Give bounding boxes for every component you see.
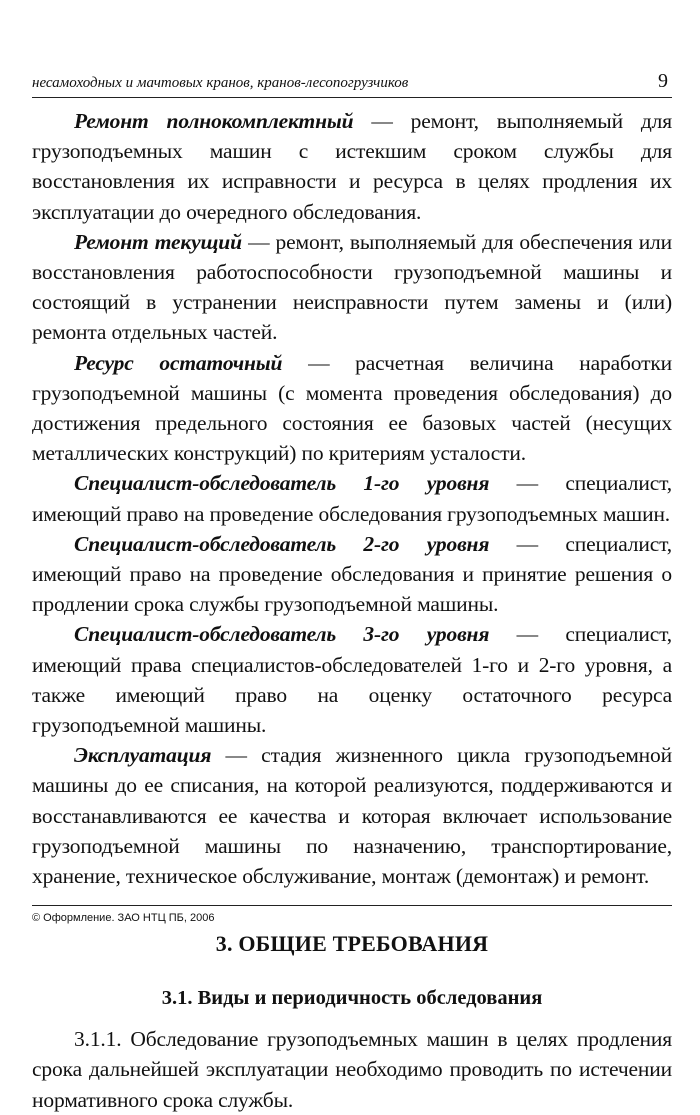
section-heading: 3. ОБЩИЕ ТРЕБОВАНИЯ: [215, 931, 489, 957]
definition-item: [32, 529, 672, 620]
paragraph-3-1-1: 3.1.1. Обследование грузоподъемных машин в целях продления срока дальнейшей эксплуатации необходимо проводить по истечении нормативного срока службы.: [32, 1027, 672, 1112]
copyright-text: © Оформление. ЗАО НТЦ ПБ, 2006: [32, 912, 215, 924]
definition-item: [32, 619, 672, 740]
definition-text: — расчетная величина наработки грузоподъемной машины (с момента проведения обследования) до достижения предельного состояния ее базовых частей (несущих металлических конструкций) по критериям усталости.: [32, 350, 672, 466]
definition-item: [32, 227, 672, 348]
running-header: [32, 70, 672, 98]
definition-text: — ремонт, выполняемый для обеспечения или восстановления работоспособности грузоподъемной машины и состоящий в устранении неисправности путем замены и (или) ремонта отдельных частей.: [32, 229, 672, 345]
definition-item: [32, 740, 672, 891]
page-content: [32, 70, 672, 1115]
definition-term: Специалист-обследователь 2-го уровня: [74, 531, 490, 556]
definition-text: — специалист, имеющий право на проведение обследования грузоподъемных машин.: [32, 471, 672, 526]
definition-text: — специалист, имеющий право на проведение обследования и принятие решения о продлении срока службы грузоподъемной машины.: [32, 531, 672, 617]
definition-term: Специалист-обследователь 3-го уровня: [74, 622, 490, 647]
running-title: несамоходных и мачтовых кранов, кранов-лесопогрузчиков: [32, 75, 409, 91]
definition-term: Ремонт полнокомплектный: [74, 109, 354, 133]
definition-term: Ремонт текущий: [74, 229, 242, 254]
definition-text: — ремонт, выполняемый для грузоподъемных машин с истекшим сроком службы для восстановления их исправности и ресурса в целях продления их эксплуатации до очередного обследования.: [32, 109, 672, 224]
page-number: 9: [658, 70, 668, 92]
subsection-heading: 3.1. Виды и периодичность обследования: [161, 987, 543, 1010]
definition-item: [32, 468, 672, 528]
definition-item: [32, 348, 672, 469]
definition-term: Ресурс остаточный: [74, 350, 283, 375]
page-footer: [32, 905, 672, 924]
definition-term: Специалист-обследователь 1-го уровня: [74, 471, 490, 496]
definition-term: Эксплуатация: [74, 743, 212, 768]
definitions-list: [32, 106, 672, 891]
definition-item: [32, 106, 672, 227]
definition-text: — стадия жизненного цикла грузоподъемной машины до ее списания, на которой реализуются, поддерживаются и восстанавливаются ее качества и которая включает использование грузоподъемной машины по назначению, транспортирование, хранение, техническое обслуживание, монтаж (демонтаж) и ремонт.: [32, 743, 672, 889]
definition-text: — специалист, имеющий права специалистов-обследователей 1-го и 2-го уровня, а также имеющий право на оценку остаточного ресурса грузоподъемной машины.: [32, 622, 672, 738]
